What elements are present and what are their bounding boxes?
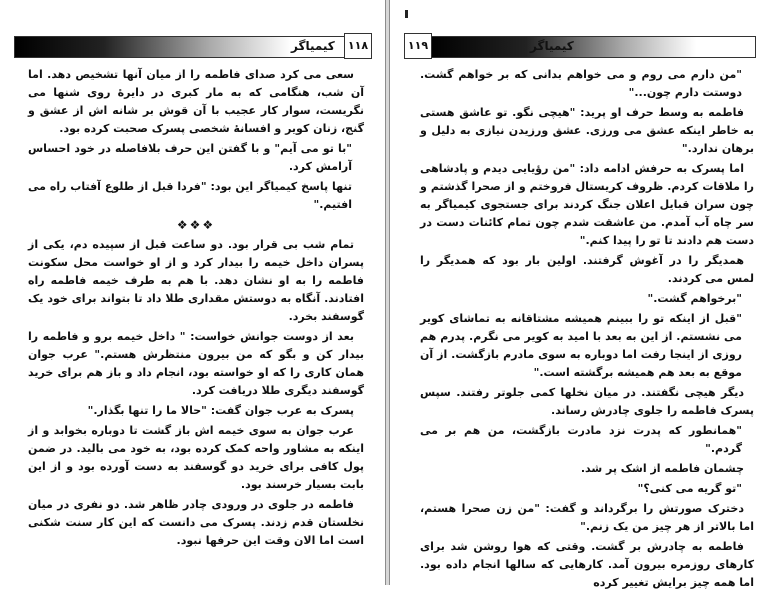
paragraph: چشمان فاطمه از اشک پر شد. (580, 462, 744, 475)
paragraph: "با تو می آیم" و با گفتن این حرف بلافاصله در خود احساس آرامش کرد. (28, 142, 352, 173)
paragraph: پسرک به عرب جوان گفت: "حالا ما را تنها بگذار." (87, 404, 354, 417)
paragraph: فاطمه در جلوی در ورودی چادر ظاهر شد. دو نفری در میان نخلستان قدم زدند. پسرک می دانست که این کار سنت شکنی است اما الان وقت این حرفها نبود. (28, 498, 364, 547)
paragraph: فاطمه به چادرش بر گشت. وقتی که هوا روشن شد برای کارهای روزمره بیرون آمد. کارهایی که سالها انجام داده بود. اما همه چیز برایش تغییر کرده (420, 540, 754, 589)
running-header (14, 36, 370, 58)
page-118 (0, 0, 385, 585)
paragraph: "قبل از اینکه تو را ببینم همیشه مشتاقانه به تماشای کویر می نشستم. از این به بعد با امید به کویر می نگرم. پدرم هم روزی از اینجا رفت اما دوباره به سوی مادرم بازگشت. از آن موقع به بعد هم همیشه برگشته است." (420, 312, 742, 379)
paragraph: دخترک صورتش را برگرداند و گفت: "من زن صحرا هستم، اما بالاتر از هر چیز من یک زنم." (420, 502, 754, 533)
paragraph: "تو گریه می کنی؟" (637, 482, 742, 495)
paragraph: فاطمه به وسط حرف او پرید: "هیچی نگو. تو عاشق هستی به خاطر اینکه عشق می ورزی. عشق ورزیدن نیازی به دلیل و برهان ندارد." (420, 106, 754, 155)
page-119 (390, 0, 773, 589)
paragraph: "همانطور که پدرت نزد مادرت بازگشت، من هم بر می گردم." (420, 424, 742, 455)
paragraph: تمام شب بی قرار بود. دو ساعت قبل از سپیده دم، یکی از پسران داخل خیمه را بیدار کرد و از او خواست محل سکونت فاطمه را به او نشان دهد. با هم به طرف خیمه فاطمه راه افتادند. آنگاه به دوستش مقداری طلا داد تا بتواند برای خود یک گوسفند بخرد. (28, 238, 364, 323)
scan-mark (405, 10, 408, 18)
book-title: کیمیاگر (291, 39, 335, 53)
book-title: کیمیاگر (530, 39, 574, 53)
paragraph: بعد از دوست جوانش خواست: " داخل خیمه برو و فاطمه را بیدار کن و بگو که من بیرون منتظرش هستم." عرب جوان همان کاری را که او خواسته بود، انجام داد و باز هم برای خرید گوسفند دیگری طلا دریافت کرد. (28, 330, 364, 397)
paragraph: دیگر هیچی نگفتند. در میان نخلها کمی جلوتر رفتند. سپس پسرک فاطمه را جلوی چادرش رساند. (420, 386, 754, 417)
paragraph: اما پسرک به حرفش ادامه داد: "من رؤیایی دیدم و پادشاهی را ملاقات کردم. ظروف کریستال فروختم و از صحرا گذشتم و چون سران قبایل اعلان جنگ کردند برای جستجوی کیمیاگر به سر چاه آب آمدم. من عاشقت شدم چون تمام کائنات دست در دست هم دادند تا تو را پیدا کنم." (420, 162, 754, 247)
paragraph: عرب جوان به سوی خیمه اش باز گشت تا دوباره بخوابد و از اینکه به مشاور واحه کمک کرده بود، به خود می بالید. در ضمن پول کافی برای خرید دو گوسفند به دست آورده بود و از این بابت بسیار خرسند بود. (28, 424, 364, 491)
page-number: ۱۱۹ (404, 33, 432, 59)
section-separator: ❖❖❖ (176, 218, 216, 232)
running-header (427, 36, 756, 58)
paragraph: "من دارم می روم و می خواهم بدانی که بر خواهم گشت. دوستت دارم چون..." (420, 68, 742, 99)
page-text (28, 66, 364, 552)
page-number: ۱۱۸ (344, 33, 372, 59)
paragraph: همدیگر را در آغوش گرفتند. اولین بار بود که همدیگر را لمس می کردند. (420, 254, 754, 285)
paragraph: سعی می کرد صدای فاطمه را از میان آنها تشخیص دهد. اما آن شب، هنگامی که به مار کبری در دایرهٔ روی شنها می نگریست، سوار کار عجیب با آن قوش بر شانه اش از عشق و گنج، زنان کویر و افسانهٔ شخصی پسرک صحبت کرده بود. (28, 68, 364, 135)
paragraph: تنها پاسخ کیمیاگر این بود: "فردا قبل از طلوع آفتاب راه می افتیم." (28, 180, 352, 211)
paragraph: "برخواهم گشت." (647, 292, 742, 305)
page-text (420, 66, 754, 594)
